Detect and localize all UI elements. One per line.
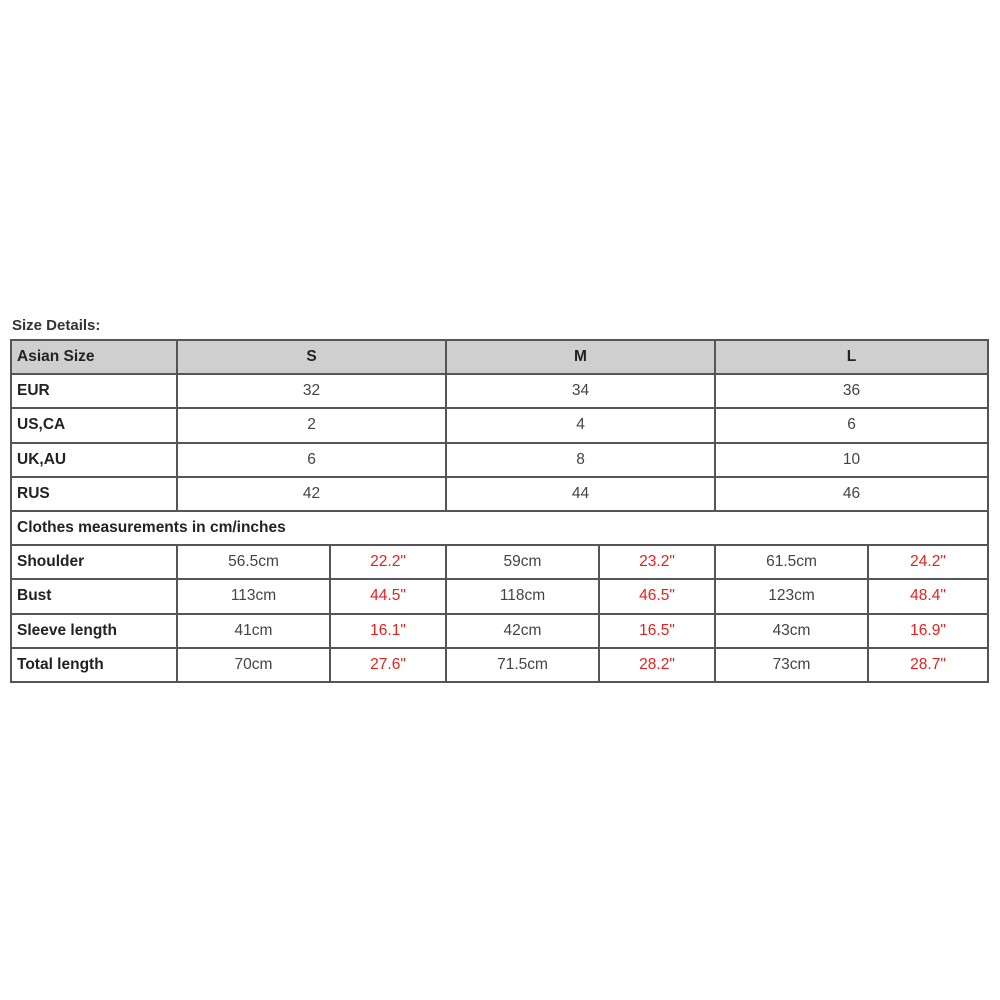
table-row [11, 579, 988, 613]
header-label: Asian Size [11, 340, 177, 374]
section-row [11, 511, 988, 545]
cm-cell: 56.5cm [177, 545, 330, 579]
table-cell: 8 [446, 443, 715, 477]
cm-cell: 70cm [177, 648, 330, 682]
inch-cell: 24.2" [868, 545, 988, 579]
table-cell: 4 [446, 408, 715, 442]
table-cell: 2 [177, 408, 446, 442]
table-row [11, 374, 988, 408]
section-label: Clothes measurements in cm/inches [11, 511, 988, 545]
row-label: Shoulder [11, 545, 177, 579]
cm-cell: 41cm [177, 614, 330, 648]
table-row [11, 545, 988, 579]
inch-cell: 44.5" [330, 579, 446, 613]
table-header-row [11, 340, 988, 374]
cm-cell: 42cm [446, 614, 599, 648]
inch-cell: 28.7" [868, 648, 988, 682]
cm-cell: 61.5cm [715, 545, 868, 579]
inch-cell: 22.2" [330, 545, 446, 579]
cm-cell: 123cm [715, 579, 868, 613]
size-chart-table [10, 339, 989, 683]
size-header-l: L [715, 340, 988, 374]
inch-cell: 16.1" [330, 614, 446, 648]
table-cell: 42 [177, 477, 446, 511]
row-label: EUR [11, 374, 177, 408]
table-cell: 32 [177, 374, 446, 408]
table-row [11, 614, 988, 648]
cm-cell: 43cm [715, 614, 868, 648]
inch-cell: 16.9" [868, 614, 988, 648]
cm-cell: 118cm [446, 579, 599, 613]
row-label: Bust [11, 579, 177, 613]
table-row [11, 408, 988, 442]
table-cell: 6 [715, 408, 988, 442]
table-row [11, 443, 988, 477]
table-cell: 46 [715, 477, 988, 511]
size-header-s: S [177, 340, 446, 374]
table-cell: 36 [715, 374, 988, 408]
inch-cell: 23.2" [599, 545, 715, 579]
cm-cell: 113cm [177, 579, 330, 613]
inch-cell: 46.5" [599, 579, 715, 613]
cm-cell: 71.5cm [446, 648, 599, 682]
table-cell: 44 [446, 477, 715, 511]
row-label: UK,AU [11, 443, 177, 477]
inch-cell: 27.6" [330, 648, 446, 682]
table-cell: 10 [715, 443, 988, 477]
inch-cell: 28.2" [599, 648, 715, 682]
inch-cell: 16.5" [599, 614, 715, 648]
cm-cell: 59cm [446, 545, 599, 579]
table-row [11, 648, 988, 682]
table-cell: 6 [177, 443, 446, 477]
row-label: Total length [11, 648, 177, 682]
cm-cell: 73cm [715, 648, 868, 682]
table-cell: 34 [446, 374, 715, 408]
page-title: Size Details: [12, 317, 101, 334]
row-label: RUS [11, 477, 177, 511]
row-label: Sleeve length [11, 614, 177, 648]
size-header-m: M [446, 340, 715, 374]
inch-cell: 48.4" [868, 579, 988, 613]
table-row [11, 477, 988, 511]
row-label: US,CA [11, 408, 177, 442]
